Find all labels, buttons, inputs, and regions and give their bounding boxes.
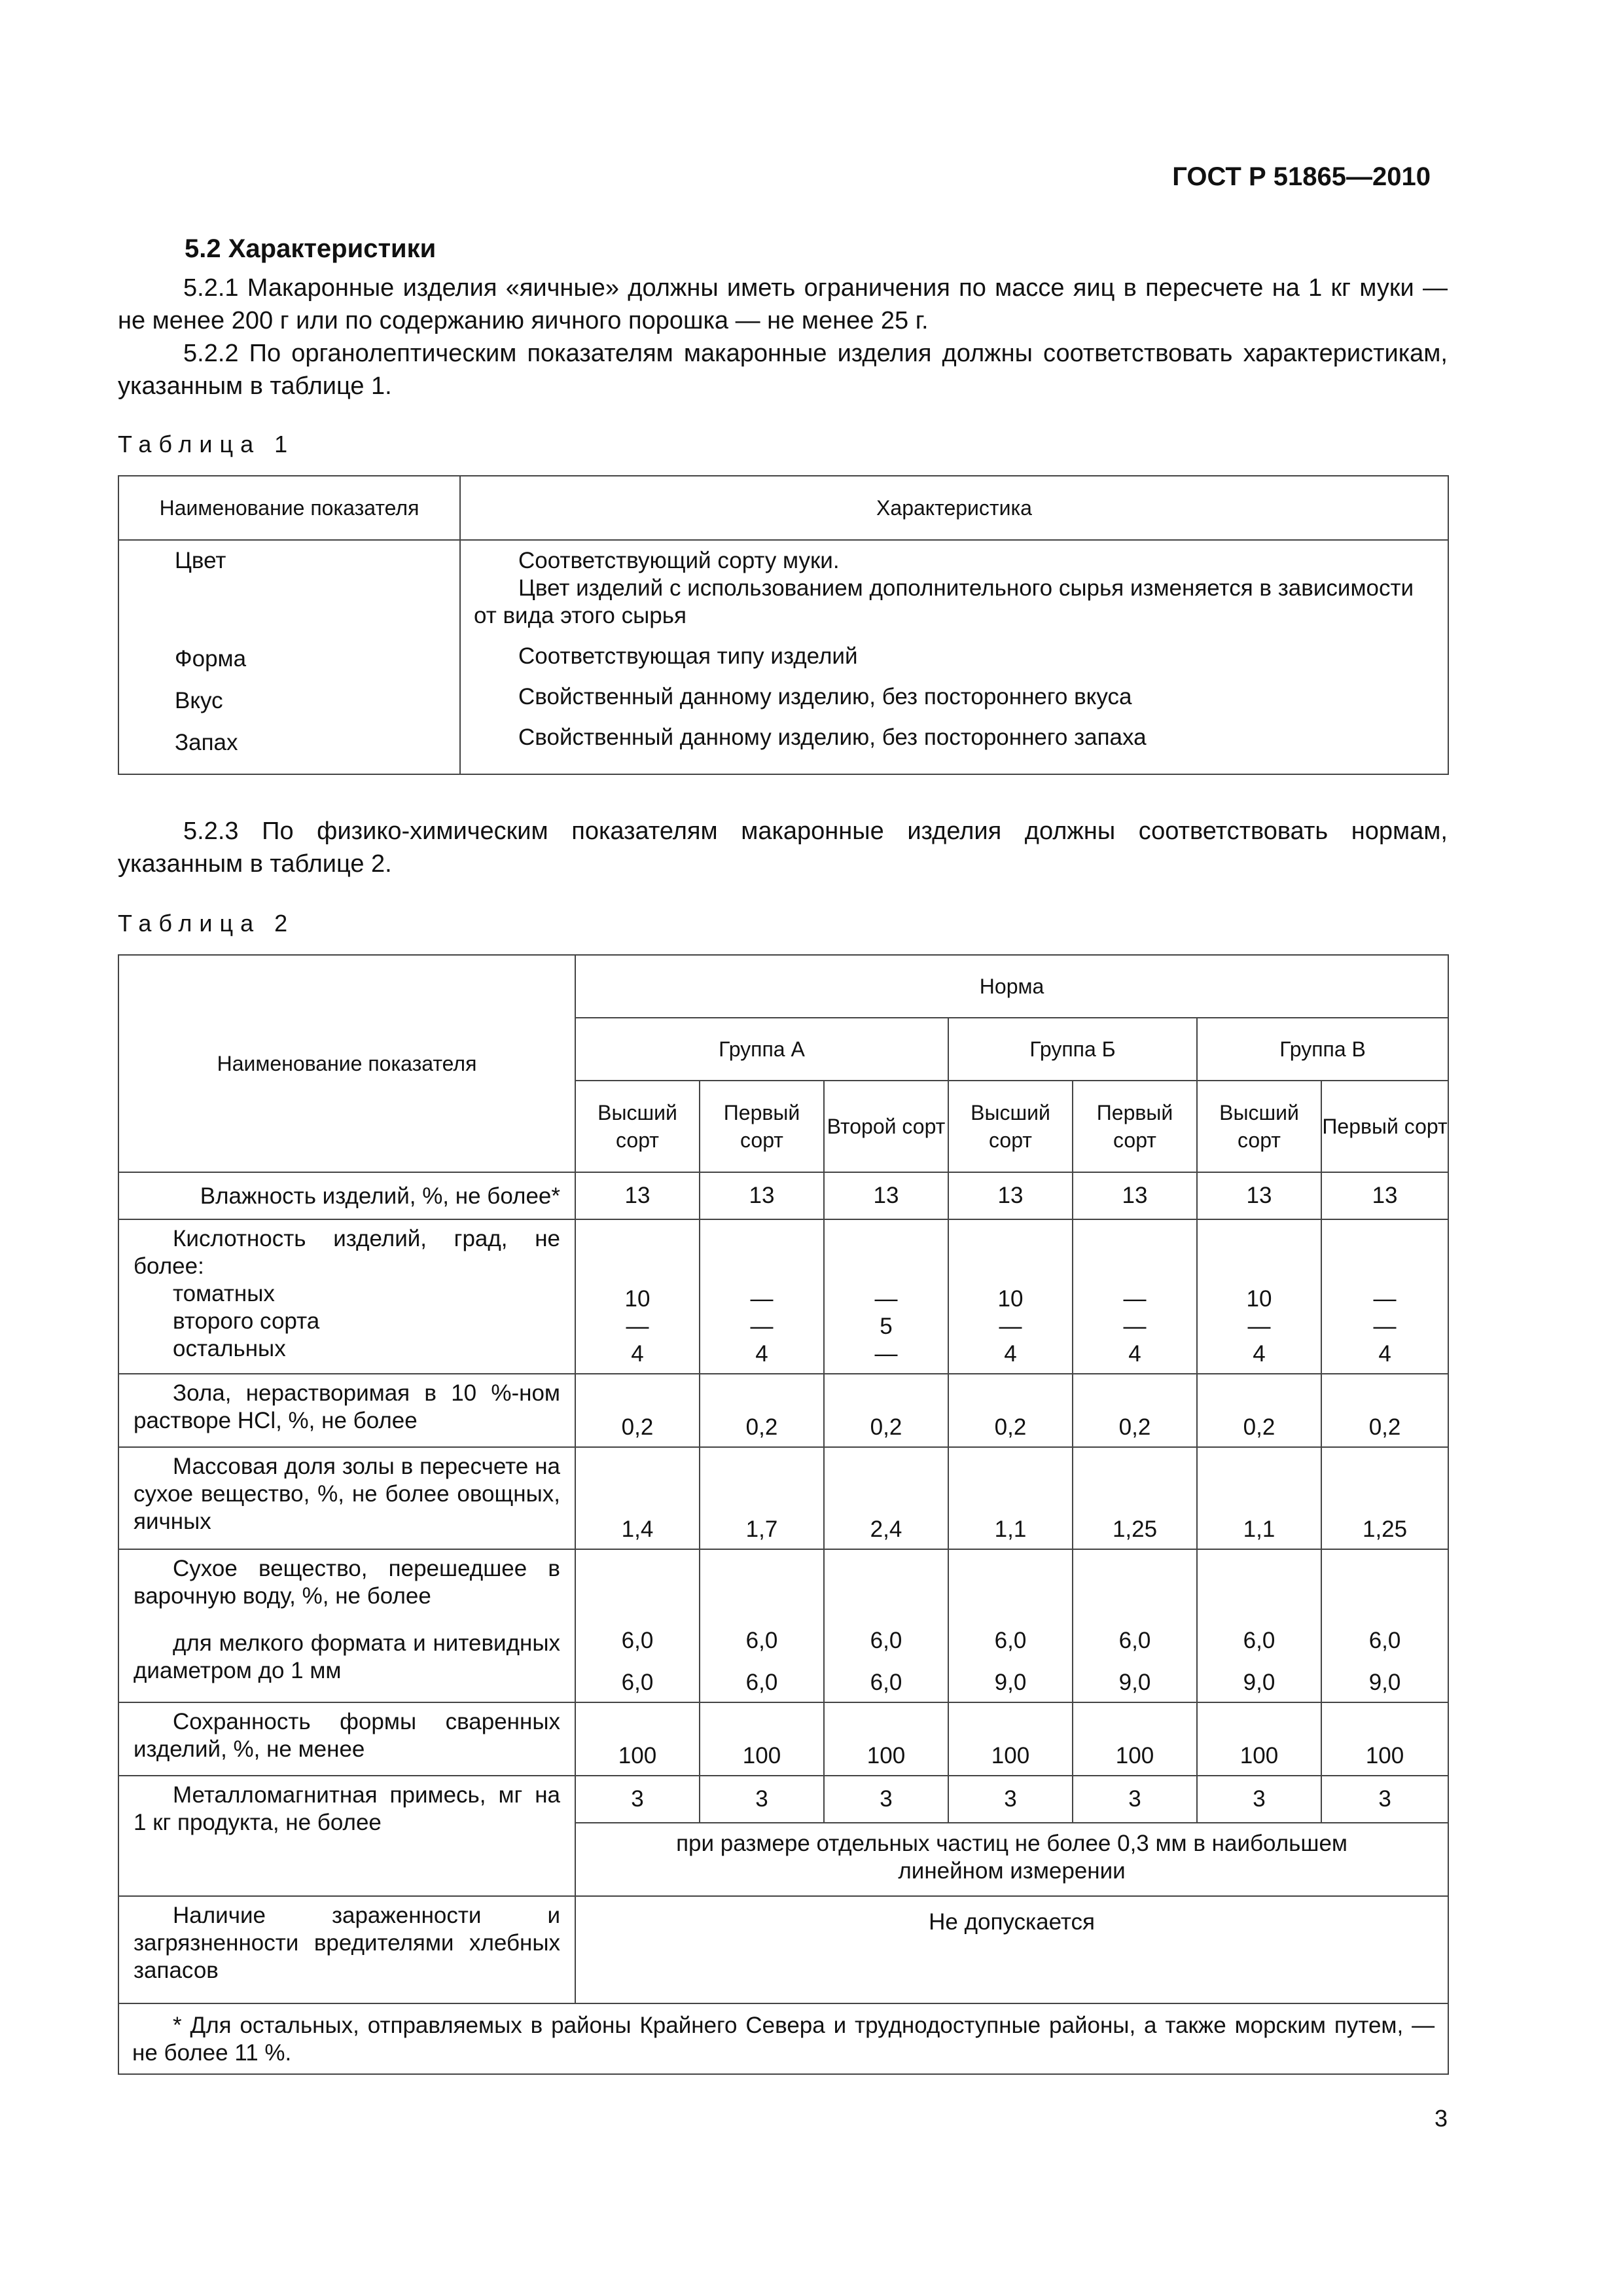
table-physico-chemical	[118, 954, 1449, 2075]
cell-value: 0,2	[1073, 1374, 1197, 1447]
table2-row-pests	[118, 1896, 1448, 2003]
cell-value: 3	[700, 1776, 824, 1823]
cell-value: 3	[1321, 1776, 1448, 1823]
cell-value: 13	[700, 1172, 824, 1219]
table1-row-desc: Свойственный данному изделию, без постороннего запаха	[518, 725, 1147, 750]
table2-header-name: Наименование показателя	[118, 955, 575, 1172]
table1-row-desc: Свойственный данному изделию, без постороннего вкуса	[518, 684, 1132, 709]
cell-value: 13	[824, 1172, 948, 1219]
row-name: Массовая доля золы в пересчете на сухое вещество, %, не более овощных, яичных	[134, 1454, 560, 1534]
cell-value: 2,4	[824, 1447, 948, 1549]
row-sub: остальных	[173, 1336, 286, 1361]
cell-value: 100	[1073, 1702, 1197, 1776]
cell-value: 1,25	[1321, 1447, 1448, 1549]
page-number: 3	[1434, 2105, 1448, 2132]
row-name: Зола, нерастворимая в 10 %-ном растворе HCl, %, не более	[134, 1380, 560, 1433]
table2-grade: Первый сорт	[1321, 1081, 1448, 1172]
table2-grade: Высший сорт	[948, 1081, 1073, 1172]
cell-value: 0,2	[948, 1374, 1073, 1447]
cell-value: 1,4	[575, 1447, 700, 1549]
table1-header-name: Наименование показателя	[118, 476, 460, 540]
pests-value: Не допускается	[575, 1896, 1448, 2003]
cell-value: 100	[948, 1702, 1073, 1776]
section-title: 5.2 Характеристики	[185, 234, 437, 263]
table2-row-ash-mass	[118, 1447, 1448, 1549]
row-name: Металломагнитная примесь, мг на 1 кг продукта, не более	[134, 1782, 560, 1835]
table2-grade: Первый сорт	[700, 1081, 824, 1172]
table-organoleptic	[118, 475, 1449, 775]
table2-grade: Второй сорт	[824, 1081, 948, 1172]
cell-value: 0,2	[700, 1374, 824, 1447]
cell-value: 13	[1321, 1172, 1448, 1219]
table2-grade: Высший сорт	[575, 1081, 700, 1172]
table2-row-moisture	[118, 1172, 1448, 1219]
cell-value: 100	[700, 1702, 824, 1776]
table1-header-characteristic: Характеристика	[460, 476, 1448, 540]
row-name: Влажность изделий, %, не более*	[118, 1172, 575, 1219]
table1-row-desc: Соответствующая типу изделий	[518, 643, 858, 669]
cell-value: 3	[1197, 1776, 1321, 1823]
row-name: Сохранность формы сваренных изделий, %, не менее	[134, 1709, 560, 1762]
table2-row-acidity: Кислотность изделий, град, не более: томатных второго сорта остальных 10 — 4 — — 4 — 5 — 10 — 4 — — 4 10 — 4 — — 4	[118, 1219, 1448, 1374]
cell-value: 13	[1073, 1172, 1197, 1219]
cell-value: 100	[824, 1702, 948, 1776]
cell-value: 13	[1197, 1172, 1321, 1219]
cell-value: 100	[1321, 1702, 1448, 1776]
table2-row-metal	[118, 1776, 1448, 1823]
cell-value: 100	[1197, 1702, 1321, 1776]
cell-value: 100	[575, 1702, 700, 1776]
table1-row-desc: Соответствующий сорту муки. Цвет изделий с использованием дополнительного сырья изменяется в зависимости от вида этого сырья	[474, 548, 1414, 628]
cell-value: 0,2	[1321, 1374, 1448, 1447]
table2-group-a: Группа А	[575, 1018, 948, 1081]
table1-row-name: Вкус	[175, 688, 223, 713]
cell-value: 3	[1073, 1776, 1197, 1823]
table2-grade: Высший сорт	[1197, 1081, 1321, 1172]
table2-header-norm: Норма	[575, 955, 1448, 1018]
table2-grade: Первый сорт	[1073, 1081, 1197, 1172]
table1-row-name: Цвет	[175, 548, 226, 573]
cell-value: 1,25	[1073, 1447, 1197, 1549]
cell-value: 13	[948, 1172, 1073, 1219]
cell-value: 0,2	[575, 1374, 700, 1447]
cell-value: 0,2	[824, 1374, 948, 1447]
table1-row-name: Форма	[175, 646, 247, 672]
document-code: ГОСТ Р 51865—2010	[1172, 162, 1431, 191]
table1-row-name: Запах	[175, 730, 238, 755]
paragraph-5-2-1: 5.2.1 Макаронные изделия «яичные» должны иметь ограничения по массе яиц в пересчете на 1 кг муки — не менее 200 г или по содержанию яичного порошка — не менее 25 г.	[118, 274, 1448, 334]
table1-names	[118, 540, 460, 774]
row-sub: второго сорта	[173, 1308, 320, 1334]
metal-note: при размере отдельных частиц не более 0,3 мм в наибольшем линейном измерении	[575, 1823, 1448, 1896]
table2-group-b: Группа Б	[948, 1018, 1197, 1081]
cell-value: 13	[575, 1172, 700, 1219]
cell-value: 1,1	[1197, 1447, 1321, 1549]
cell-value: 0,2	[1197, 1374, 1321, 1447]
cell-value: 3	[575, 1776, 700, 1823]
table2-row-shape	[118, 1702, 1448, 1776]
table2-footnote: * Для остальных, отправляемых в районы Крайнего Севера и труднодоступные районы, а также морским путем, — не более 11 %.	[132, 2013, 1435, 2066]
cell-value: 3	[824, 1776, 948, 1823]
table1-caption: Таблица 1	[118, 431, 295, 457]
paragraph-5-2-2: 5.2.2 По органолептическим показателям макаронные изделия должны соответствовать характеристикам, указанным в таблице 1.	[118, 340, 1448, 400]
table2-caption: Таблица 2	[118, 910, 295, 937]
row-name: Кислотность изделий, град, не более:	[134, 1226, 560, 1279]
row-name: Наличие зараженности и загрязненности вредителями хлебных запасов	[134, 1903, 560, 1983]
row-sub: томатных	[173, 1281, 275, 1306]
cell-value: 1,7	[700, 1447, 824, 1549]
cell-value: 1,1	[948, 1447, 1073, 1549]
table2-row-ash-hcl	[118, 1374, 1448, 1447]
row-sub: для мелкого формата и нитевидных диаметром до 1 мм	[134, 1630, 560, 1683]
paragraph-5-2-3: 5.2.3 По физико-химическим показателям макаронные изделия должны соответствовать нормам, указанным в таблице 2.	[118, 817, 1448, 878]
table2-row-dry-matter: Сухое вещество, перешедшее в варочную воду, %, не более для мелкого формата и нитевидных диаметром до 1 мм 6,0 6,0 6,0 6,0 6,0 6,0 6,0 9,0 6,0 9,0 6,0 9,0 6,0 9,0	[118, 1549, 1448, 1702]
row-name: Сухое вещество, перешедшее в варочную воду, %, не более	[134, 1556, 560, 1609]
table1-descriptions	[460, 540, 1448, 774]
table2-group-v: Группа В	[1197, 1018, 1448, 1081]
cell-value: 3	[948, 1776, 1073, 1823]
